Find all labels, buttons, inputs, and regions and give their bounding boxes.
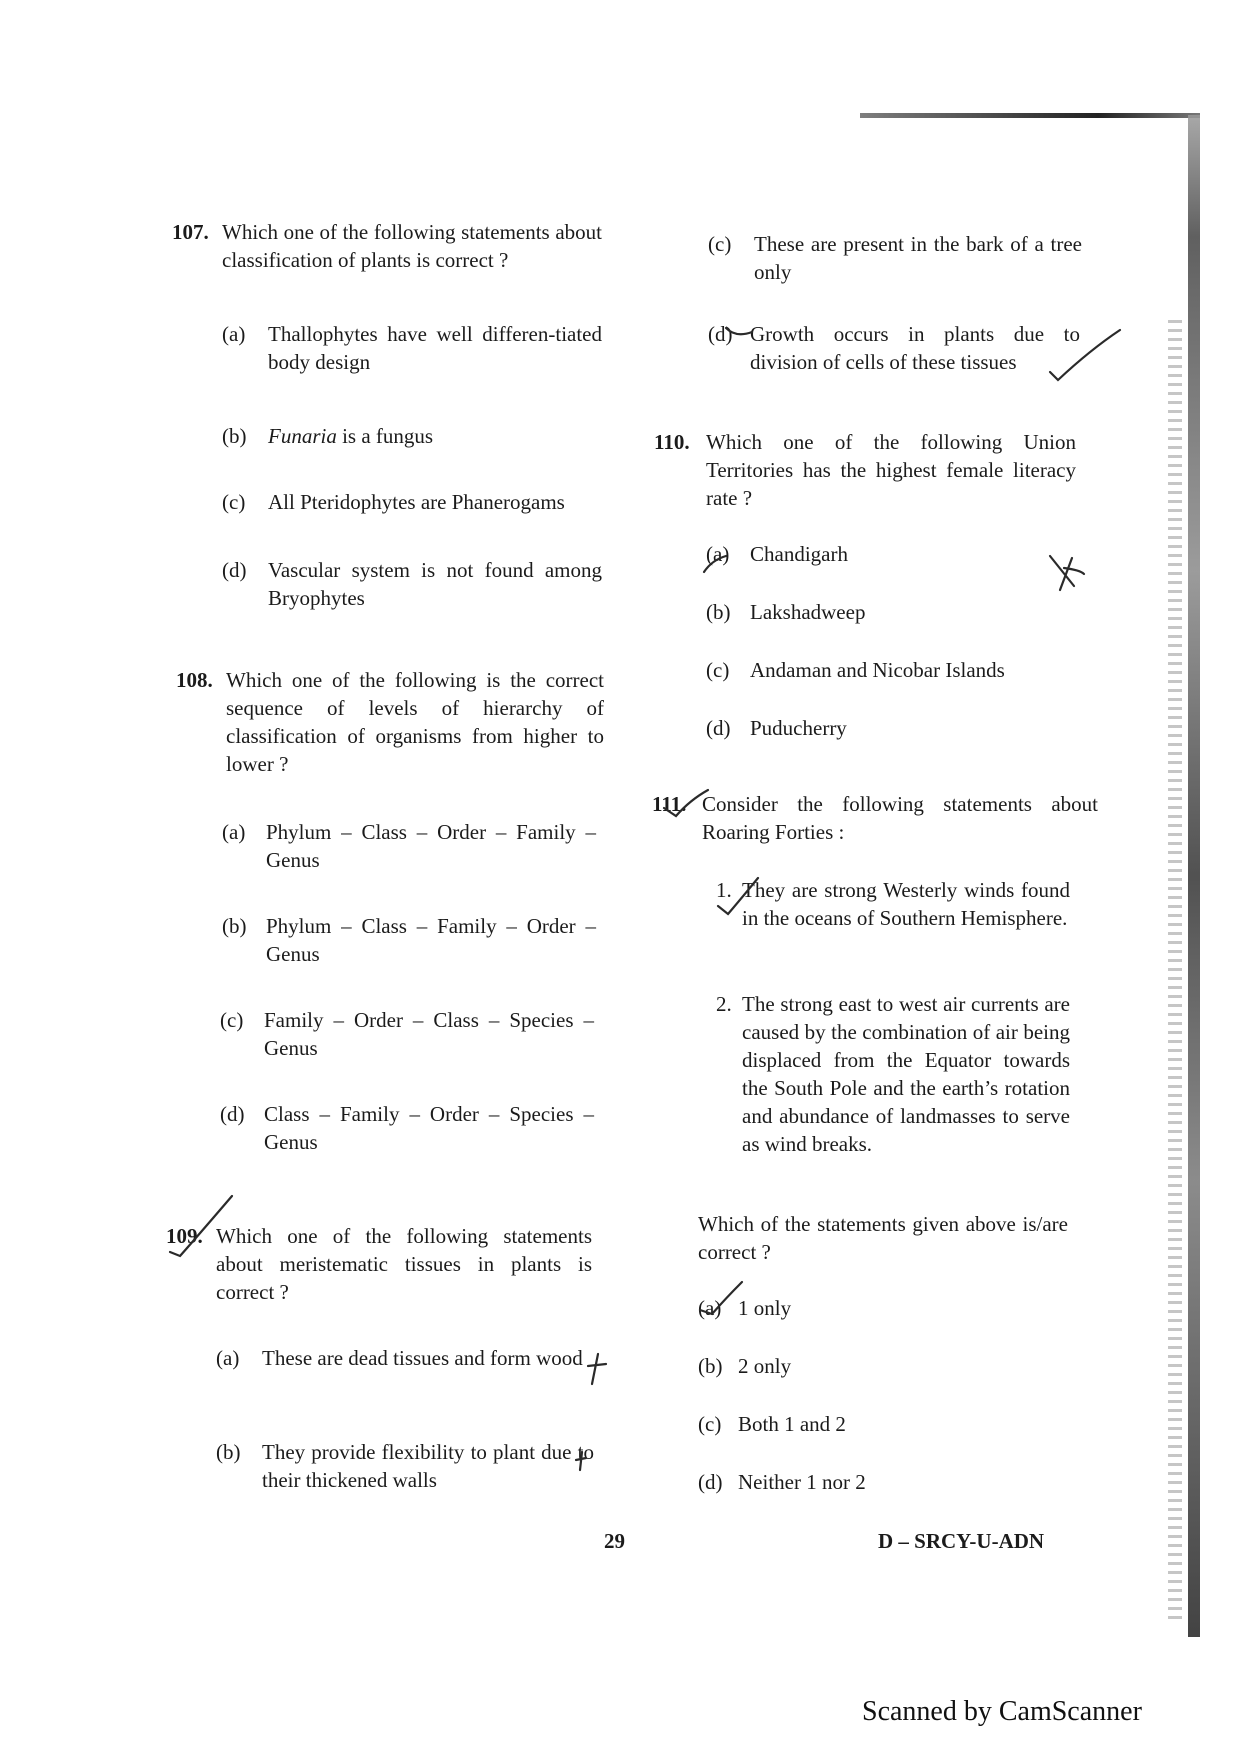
question-number: 110. [654,430,690,454]
option-text: Thallophytes have well differen-tiated body design [268,322,602,374]
option-text: Vascular system is not found among Bryophytes [268,558,602,610]
booklet-code: D – SRCY-U-ADN [878,1529,1045,1553]
option-label: (a) [706,542,730,566]
option-label: (d) [220,1102,245,1126]
statement-number: 2. [716,992,732,1016]
option-text: Puducherry [750,716,847,740]
option-label: (a) [222,322,246,346]
option-label: (b) [222,424,247,448]
option-label: (b) [222,914,247,938]
option-text-italic: Funaria [268,424,337,448]
option-label: (a) [222,820,246,844]
option-label: (c) [220,1008,244,1032]
option-text: Phylum – Class – Family – Order – Genus [266,914,596,966]
option-text: Phylum – Class – Order – Family – Genus [266,820,596,872]
question-number: 111. [652,792,687,816]
option-text: Neither 1 nor 2 [738,1470,866,1494]
option-text: Growth occurs in plants due to division of cells of these tissues [750,322,1080,374]
statement-text: They are strong Westerly winds found in the oceans of Southern Hemisphere. [742,878,1070,930]
prompt-text: Which of the statements given above is/are correct ? [698,1212,1068,1264]
option-label: (a) [216,1346,240,1370]
option-text [268,422,602,450]
question-text: Which one of the following Union Territories has the highest female literacy rate ? [706,430,1076,510]
option-text: Lakshadweep [750,600,866,624]
option-label: (d) [222,558,247,582]
option-label: (c) [222,490,246,514]
option-text: These are dead tissues and form wood [262,1346,583,1370]
option-text: All Pteridophytes are Phanerogams [268,490,565,514]
option-label: (d) [708,322,733,346]
statement-number: 1. [716,878,732,902]
option-label: (b) [698,1354,723,1378]
option-text: Chandigarh [750,542,848,566]
option-label: (c) [698,1412,722,1436]
question-text: Which one of the following is the correct sequence of levels of hierarchy of classification of organisms from higher to lower ? [226,668,604,776]
option-label: (d) [698,1470,723,1494]
question-text: Which one of the following statements about meristematic tissues in plants is correct ? [216,1224,592,1304]
camscanner-watermark: Scanned by CamScanner [862,1696,1142,1727]
option-label: (b) [216,1440,241,1464]
option-label: (d) [706,716,731,740]
option-label: (c) [706,658,730,682]
question-number: 107. [172,220,209,244]
option-text: They provide flexibility to plant due to their thickened walls [262,1440,594,1492]
option-text: 2 only [738,1354,792,1378]
option-text: Both 1 and 2 [738,1412,846,1436]
statement-text: The strong east to west air currents are caused by the combination of air being displaced from the Equator towards the South Pole and the earth’s rotation and abundance of landmasses to serve as wind breaks. [742,992,1070,1156]
right-column [620,0,1180,1500]
left-column [0,0,620,1500]
option-label: (c) [708,232,732,256]
option-text: These are present in the bark of a tree only [754,232,1082,284]
scan-border-right [1188,115,1200,1637]
option-text: Family – Order – Class – Species – Genus [264,1008,594,1060]
question-text: Consider the following statements about Roaring Forties : [702,792,1098,844]
question-text: Which one of the following statements about classification of plants is correct ? [222,220,602,272]
option-label: (b) [706,600,731,624]
question-number: 109. [166,1224,203,1248]
page-number: 29 [604,1529,625,1553]
option-label: (a) [698,1296,722,1320]
question-number: 108. [176,668,213,692]
option-text-rest: is a fungus [336,424,434,448]
option-text: Andaman and Nicobar Islands [750,658,1005,682]
option-text: Class – Family – Order – Species – Genus [264,1102,594,1154]
option-text: 1 only [738,1296,792,1320]
